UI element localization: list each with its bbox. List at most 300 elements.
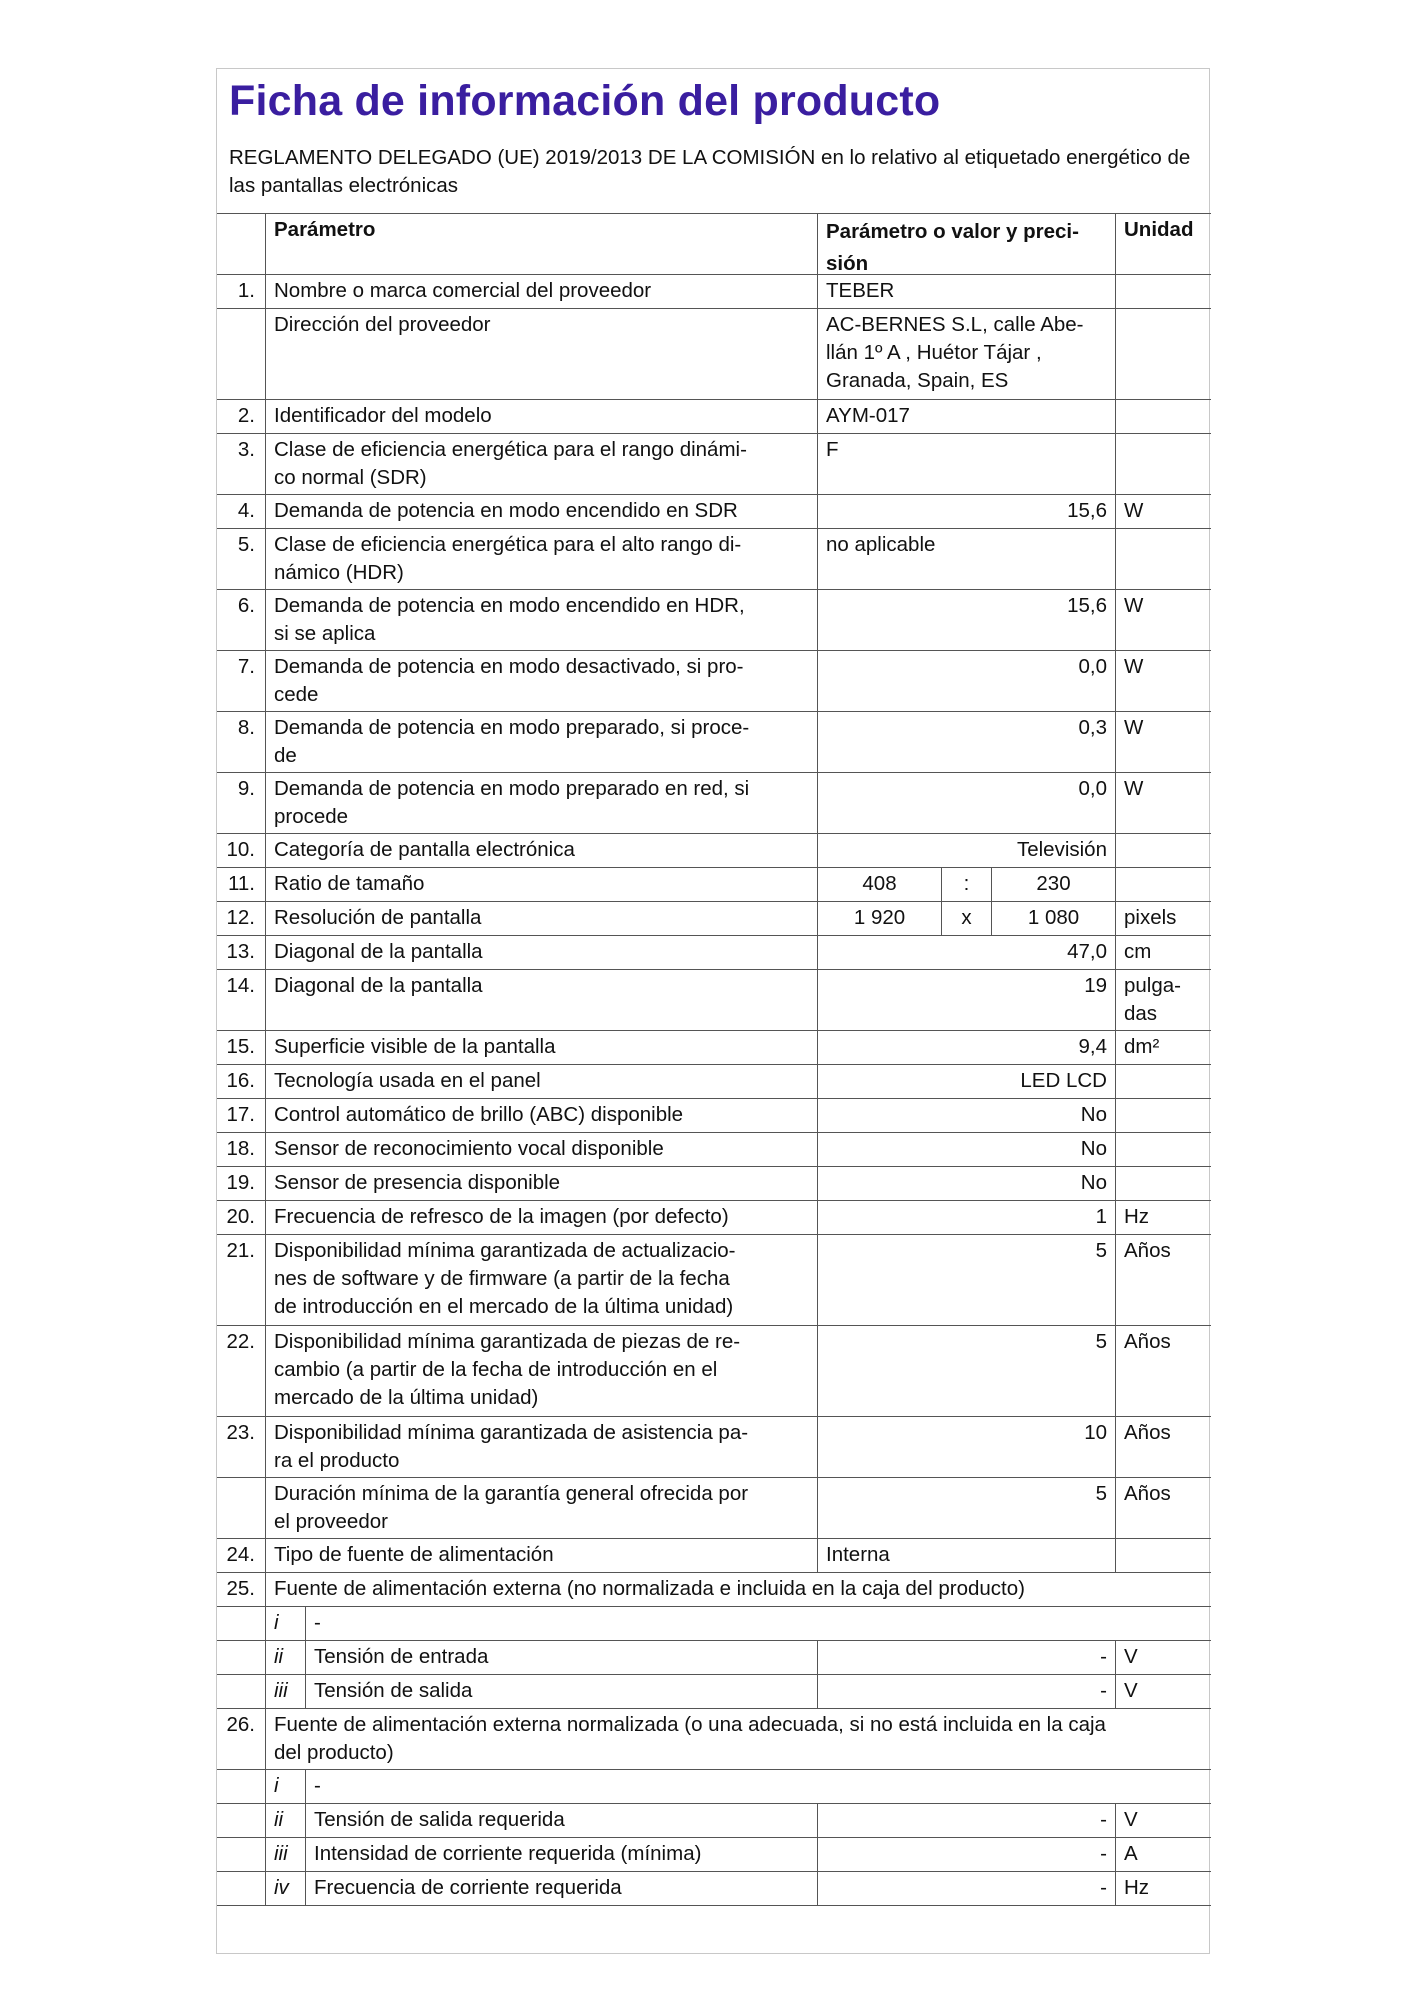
row-unit: [1115, 1167, 1211, 1200]
row-parameter-text: Ratio de tamaño: [274, 872, 425, 895]
section-26-item-param: [305, 1838, 817, 1871]
row-number-text: 8.: [237, 716, 255, 739]
section-26-item-row: [217, 1804, 1211, 1838]
row-value-text: F: [826, 438, 839, 461]
section-26-item-value-text: -: [1100, 1842, 1107, 1865]
row-parameter: [265, 868, 817, 901]
header-value-cell: [817, 214, 1115, 274]
section-25-item-roman: [265, 1641, 305, 1674]
row-value: [817, 495, 1115, 528]
table-header-row: [217, 213, 1211, 275]
table-row: [217, 590, 1211, 651]
row-value-text: AC-BERNES S.L, calle Abe- llán 1º A , Huétor Tájar , Granada, Spain, ES: [826, 313, 1084, 392]
table-row: [217, 309, 1211, 400]
row-number-text: 4.: [237, 499, 255, 522]
section-26-title: [265, 1709, 1211, 1769]
row-unit-text: Años: [1124, 1239, 1171, 1262]
row-unit: [1115, 1133, 1211, 1166]
row-value: [817, 1167, 1115, 1200]
row-value-text: Televisión: [1016, 838, 1107, 861]
section-25-item-roman: [265, 1607, 305, 1640]
row-parameter: [265, 309, 817, 399]
section-25-item-roman-text: iii: [274, 1679, 288, 1702]
section-26-item-roman: [265, 1804, 305, 1837]
table-row: [217, 434, 1211, 495]
row-number: [217, 495, 265, 528]
row-value-a: [817, 902, 941, 935]
row-unit-text: dm²: [1124, 1035, 1160, 1058]
table-row: [217, 773, 1211, 834]
row-value: [817, 529, 1115, 589]
section-25-item-roman-text: ii: [274, 1645, 284, 1668]
row-number-text: 3.: [237, 438, 255, 461]
section-26-item-unit-text: Hz: [1124, 1876, 1150, 1899]
row-parameter-text: Disponibilidad mínima garantizada de asistencia pa- ra el producto: [274, 1421, 749, 1472]
row-number-text: 22.: [226, 1330, 255, 1353]
row-value: [817, 1065, 1115, 1098]
header-value-cell-text: Parámetro o valor y preci- sión: [826, 220, 1079, 275]
row-parameter: [265, 902, 817, 935]
section-25-item-blank: [217, 1675, 265, 1708]
section-25-item-blank: [217, 1641, 265, 1674]
row-value: [817, 936, 1115, 969]
row-unit: [1115, 970, 1211, 1030]
row-unit-text: W: [1124, 716, 1144, 739]
table-row: [217, 902, 1211, 936]
section-26-item-param: [305, 1770, 1211, 1803]
row-parameter: [265, 834, 817, 867]
row-number-text: 20.: [226, 1205, 255, 1228]
row-unit-text: Hz: [1124, 1205, 1150, 1228]
row-parameter: [265, 590, 817, 650]
row-value-text: 5: [1095, 1239, 1107, 1262]
section-26-item-row: [217, 1770, 1211, 1804]
row-parameter-text: Demanda de potencia en modo preparado en red, si procede: [274, 777, 750, 828]
row-unit: [1115, 1031, 1211, 1064]
row-unit: [1115, 651, 1211, 711]
row-value-text: 0,0: [1078, 777, 1107, 800]
row-parameter: [265, 1326, 817, 1416]
row-parameter-text: Clase de eficiencia energética para el rango dinámi- co normal (SDR): [274, 438, 747, 489]
section-25-item-param-text: -: [314, 1611, 321, 1634]
row-unit-text: W: [1124, 594, 1144, 617]
section-25-item-row: [217, 1675, 1211, 1709]
row-number: [217, 1201, 265, 1234]
row-unit-text: pulga- das: [1124, 974, 1181, 1025]
section-26-number: [217, 1709, 265, 1769]
row-value: [817, 400, 1115, 433]
row-value: [817, 1099, 1115, 1132]
section-26-item-unit-text: V: [1124, 1808, 1138, 1831]
table-row: [217, 400, 1211, 434]
row-unit: [1115, 1201, 1211, 1234]
section-25-item-unit: [1115, 1675, 1211, 1708]
section-25-item-roman-text: i: [274, 1611, 279, 1634]
row-value-text: TEBER: [826, 279, 895, 302]
row-parameter: [265, 275, 817, 308]
row-parameter-text: Diagonal de la pantalla: [274, 940, 483, 963]
section-26-item-value-text: -: [1100, 1876, 1107, 1899]
row-number: [217, 1417, 265, 1477]
section-25-item-param-text: Tensión de entrada: [314, 1645, 489, 1668]
row-unit-text: Años: [1124, 1421, 1171, 1444]
page-title: Ficha de información del producto: [229, 77, 941, 125]
table-row: [217, 529, 1211, 590]
row-value-b: [991, 902, 1115, 935]
row-number-text: 5.: [237, 533, 255, 556]
row-parameter-text: Control automático de brillo (ABC) disponible: [274, 1103, 684, 1126]
row-unit-text: W: [1124, 499, 1144, 522]
row-unit-text: cm: [1124, 940, 1152, 963]
row-value: [817, 1201, 1115, 1234]
row-number: [217, 434, 265, 494]
section-25-item-param: [305, 1607, 1211, 1640]
row-value-text: 10: [1084, 1421, 1107, 1444]
row-number-text: 10.: [226, 838, 255, 861]
row-number: [217, 868, 265, 901]
section-25-item-unit-text: V: [1124, 1679, 1138, 1702]
row-parameter: [265, 712, 817, 772]
row-value: [817, 1031, 1115, 1064]
row-number: [217, 1133, 265, 1166]
row-parameter: [265, 1478, 817, 1538]
table-row: [217, 1133, 1211, 1167]
section-26-item-value: [817, 1804, 1115, 1837]
row-unit: [1115, 1065, 1211, 1098]
table-row: [217, 834, 1211, 868]
section-26-item-param: [305, 1872, 817, 1905]
row-number: [217, 712, 265, 772]
row-number: [217, 1065, 265, 1098]
row-parameter-text: Sensor de reconocimiento vocal disponible: [274, 1137, 664, 1160]
row-unit: [1115, 1326, 1211, 1416]
row-value-b: [991, 868, 1115, 901]
table-row: [217, 936, 1211, 970]
row-number-text: 1.: [237, 279, 255, 302]
row-number-text: 16.: [226, 1069, 255, 1092]
section-26-item-roman: [265, 1838, 305, 1871]
row-parameter-text: Tipo de fuente de alimentación: [274, 1543, 554, 1566]
row-value: [817, 834, 1115, 867]
row-number-text: 12.: [226, 906, 255, 929]
row-value: [817, 309, 1115, 399]
row-unit: [1115, 902, 1211, 935]
table-row: [217, 1235, 1211, 1326]
section-26-item-roman: [265, 1872, 305, 1905]
section-26-item-value: [817, 1838, 1115, 1871]
section-26-item-param-text: Intensidad de corriente requerida (mínima): [314, 1842, 702, 1865]
row-number-text: 17.: [226, 1103, 255, 1126]
section-26-item-unit: [1115, 1804, 1211, 1837]
row-unit: [1115, 529, 1211, 589]
header-unit-cell: [1115, 214, 1211, 274]
section-25-item-blank: [217, 1607, 265, 1640]
row-parameter-text: Diagonal de la pantalla: [274, 974, 483, 997]
section-25-item-value-text: -: [1100, 1645, 1107, 1668]
row-parameter: [265, 1099, 817, 1132]
row-value-text: No: [1080, 1171, 1107, 1194]
table-row: [217, 1031, 1211, 1065]
section-26-item-row: [217, 1838, 1211, 1872]
header-unit-cell-text: Unidad: [1124, 218, 1194, 241]
section-25-item-row: [217, 1641, 1211, 1675]
row-parameter: [265, 1065, 817, 1098]
row-parameter: [265, 1201, 817, 1234]
row-value-text: LED LCD: [1020, 1069, 1107, 1092]
section-25-item-param: [305, 1641, 817, 1674]
row-unit: [1115, 1235, 1211, 1325]
row-value-a: [817, 868, 941, 901]
row-number: [217, 400, 265, 433]
row-parameter-text: Resolución de pantalla: [274, 906, 482, 929]
section-25-number: [217, 1573, 265, 1606]
section-26-item-row: [217, 1872, 1211, 1906]
section-25-item-value: [817, 1675, 1115, 1708]
row-value-text: AYM-017: [826, 404, 910, 427]
row-number: [217, 590, 265, 650]
row-number: [217, 1539, 265, 1572]
row-unit: [1115, 275, 1211, 308]
row-unit: [1115, 434, 1211, 494]
row-number-text: 9.: [237, 777, 255, 800]
section-26-item-value-text: -: [1100, 1808, 1107, 1831]
row-number-text: 15.: [226, 1035, 255, 1058]
row-parameter: [265, 651, 817, 711]
table-row: [217, 1099, 1211, 1133]
section-26-number-text: 26.: [226, 1713, 255, 1736]
row-value-text: 19: [1084, 974, 1107, 997]
section-26-item-unit: [1115, 1872, 1211, 1905]
table-row: [217, 1478, 1211, 1539]
section-26-item-param-text: Frecuencia de corriente requerida: [314, 1876, 622, 1899]
section-26-title-row: [217, 1709, 1211, 1770]
row-unit: [1115, 309, 1211, 399]
row-value-text: 9,4: [1078, 1035, 1107, 1058]
row-value-text: 5: [1095, 1482, 1107, 1505]
row-value: [817, 590, 1115, 650]
row-parameter: [265, 434, 817, 494]
row-value: [817, 1235, 1115, 1325]
row-parameter: [265, 773, 817, 833]
section-25-item-value: [817, 1641, 1115, 1674]
row-parameter-text: Demanda de potencia en modo desactivado, si pro- cede: [274, 655, 744, 706]
section-25-item-param: [305, 1675, 817, 1708]
table-row: [217, 868, 1211, 902]
section-25-item-roman: [265, 1675, 305, 1708]
row-number: [217, 1478, 265, 1538]
section-25-item-unit: [1115, 1641, 1211, 1674]
section-25-number-text: 25.: [226, 1577, 255, 1600]
row-value: [817, 1539, 1115, 1572]
row-number: [217, 773, 265, 833]
table-row: [217, 1539, 1211, 1573]
row-value-text: No: [1080, 1137, 1107, 1160]
row-parameter-text: Identificador del modelo: [274, 404, 492, 427]
row-unit: [1115, 400, 1211, 433]
row-value-sep-text: x: [961, 906, 972, 929]
table-row: [217, 1326, 1211, 1417]
row-parameter-text: Superficie visible de la pantalla: [274, 1035, 556, 1058]
row-number: [217, 1031, 265, 1064]
row-value: [817, 773, 1115, 833]
table-row: [217, 1065, 1211, 1099]
row-value: [817, 1417, 1115, 1477]
table-row: [217, 275, 1211, 309]
section-26-item-roman-text: i: [274, 1774, 279, 1797]
row-number: [217, 902, 265, 935]
row-number-text: 21.: [226, 1239, 255, 1262]
row-number: [217, 834, 265, 867]
row-value: [817, 1478, 1115, 1538]
row-value: [817, 712, 1115, 772]
row-value-text: 47,0: [1067, 940, 1107, 963]
row-value-b-text: 1 080: [1027, 906, 1080, 929]
row-parameter-text: Tecnología usada en el panel: [274, 1069, 541, 1092]
section-26-item-roman-text: ii: [274, 1808, 284, 1831]
row-value-sep: [941, 868, 991, 901]
row-number-text: 6.: [237, 594, 255, 617]
row-number-text: 19.: [226, 1171, 255, 1194]
section-26-item-param-text: Tensión de salida requerida: [314, 1808, 565, 1831]
section-26-item-unit: [1115, 1838, 1211, 1871]
row-number-text: 13.: [226, 940, 255, 963]
row-unit: [1115, 1539, 1211, 1572]
section-26-item-roman: [265, 1770, 305, 1803]
row-value: [817, 970, 1115, 1030]
row-number: [217, 1167, 265, 1200]
row-value-text: Interna: [826, 1543, 890, 1566]
section-25-item-row: [217, 1607, 1211, 1641]
row-parameter-text: Clase de eficiencia energética para el alto rango di- námico (HDR): [274, 533, 742, 584]
row-unit: [1115, 1417, 1211, 1477]
table-row: [217, 1201, 1211, 1235]
row-unit: [1115, 495, 1211, 528]
section-26-item-param-text: -: [314, 1774, 321, 1797]
section-25-title: [265, 1573, 1211, 1606]
product-info-sheet: [216, 68, 1210, 1954]
row-parameter-text: Disponibilidad mínima garantizada de actualizacio- nes de software y de firmware (a partir de la fecha de introducción en el mercado de la última unidad): [274, 1239, 736, 1318]
row-value-sep: [941, 902, 991, 935]
row-value-b-text: 230: [1036, 872, 1071, 895]
row-unit: [1115, 868, 1211, 901]
row-value-text: 1: [1095, 1205, 1107, 1228]
header-param-cell-text: Parámetro: [274, 218, 376, 241]
row-number-text: 24.: [226, 1543, 255, 1566]
row-value-text: 15,6: [1067, 594, 1107, 617]
section-26-item-value: [817, 1872, 1115, 1905]
row-parameter: [265, 1417, 817, 1477]
row-parameter: [265, 1167, 817, 1200]
row-number: [217, 1326, 265, 1416]
row-number: [217, 1099, 265, 1132]
header-num-cell: [217, 214, 265, 274]
section-26-item-unit-text: A: [1124, 1842, 1138, 1865]
row-unit-text: W: [1124, 655, 1144, 678]
row-value: [817, 275, 1115, 308]
row-number: [217, 1235, 265, 1325]
row-parameter-text: Categoría de pantalla electrónica: [274, 838, 575, 861]
row-parameter: [265, 936, 817, 969]
parameter-table: [217, 213, 1211, 1906]
row-unit: [1115, 590, 1211, 650]
row-number-text: 2.: [237, 404, 255, 427]
row-number-text: 18.: [226, 1137, 255, 1160]
regulation-subtitle: REGLAMENTO DELEGADO (UE) 2019/2013 DE LA COMISIÓN en lo relativo al etiquetado energético de las pantallas electrónicas: [229, 146, 1191, 197]
section-26-item-roman-text: iii: [274, 1842, 288, 1865]
table-row: [217, 651, 1211, 712]
row-value-text: no aplicable: [826, 533, 936, 556]
row-value-text: 0,0: [1078, 655, 1107, 678]
row-value-sep-text: :: [963, 872, 970, 895]
table-row: [217, 1167, 1211, 1201]
row-value: [817, 434, 1115, 494]
row-parameter: [265, 970, 817, 1030]
row-unit: [1115, 834, 1211, 867]
row-value-text: 15,6: [1067, 499, 1107, 522]
row-value-a-text: 1 920: [853, 906, 906, 929]
row-parameter-text: Disponibilidad mínima garantizada de piezas de re- cambio (a partir de la fecha de introducción en el mercado de la última unidad): [274, 1330, 741, 1409]
table-row: [217, 970, 1211, 1031]
section-26-item-blank: [217, 1872, 265, 1905]
row-unit: [1115, 712, 1211, 772]
row-number-text: 14.: [226, 974, 255, 997]
row-unit: [1115, 936, 1211, 969]
row-parameter-text: Demanda de potencia en modo encendido en SDR: [274, 499, 738, 522]
row-value: [817, 651, 1115, 711]
row-number: [217, 651, 265, 711]
section-25-item-unit-text: V: [1124, 1645, 1138, 1668]
row-number: [217, 529, 265, 589]
row-parameter-text: Sensor de presencia disponible: [274, 1171, 561, 1194]
row-unit-text: W: [1124, 777, 1144, 800]
row-unit: [1115, 773, 1211, 833]
row-number: [217, 275, 265, 308]
row-parameter-text: Duración mínima de la garantía general ofrecida por el proveedor: [274, 1482, 749, 1533]
row-number: [217, 936, 265, 969]
section-26-item-param: [305, 1804, 817, 1837]
row-value: [817, 1133, 1115, 1166]
row-number-text: 11.: [228, 872, 255, 895]
row-unit: [1115, 1099, 1211, 1132]
section-26-item-blank: [217, 1770, 265, 1803]
row-number-text: 7.: [237, 655, 255, 678]
table-row: [217, 495, 1211, 529]
section-26-title-text: Fuente de alimentación externa normalizada (o una adecuada, si no está incluida en la caja del producto): [274, 1713, 1106, 1764]
row-number: [217, 309, 265, 399]
row-unit: [1115, 1478, 1211, 1538]
section-25-item-param-text: Tensión de salida: [314, 1679, 473, 1702]
row-parameter: [265, 495, 817, 528]
section-25-title-row: [217, 1573, 1211, 1607]
row-parameter-text: Nombre o marca comercial del proveedor: [274, 279, 652, 302]
row-value-text: 0,3: [1078, 716, 1107, 739]
section-26-item-roman-text: iv: [274, 1876, 289, 1899]
row-parameter: [265, 1031, 817, 1064]
row-parameter: [265, 1133, 817, 1166]
row-parameter-text: Dirección del proveedor: [274, 313, 491, 336]
row-value: [817, 1326, 1115, 1416]
section-26-item-blank: [217, 1838, 265, 1871]
section-25-title-text: Fuente de alimentación externa (no normalizada e incluida en la caja del producto): [274, 1577, 1025, 1600]
row-number: [217, 970, 265, 1030]
row-parameter-text: Demanda de potencia en modo encendido en HDR, si se aplica: [274, 594, 745, 645]
section-26-item-blank: [217, 1804, 265, 1837]
row-unit-text: Años: [1124, 1330, 1171, 1353]
row-parameter: [265, 1539, 817, 1572]
row-parameter-text: Demanda de potencia en modo preparado, si proce- de: [274, 716, 750, 767]
table-row: [217, 1417, 1211, 1478]
row-parameter-text: Frecuencia de refresco de la imagen (por defecto): [274, 1205, 729, 1228]
